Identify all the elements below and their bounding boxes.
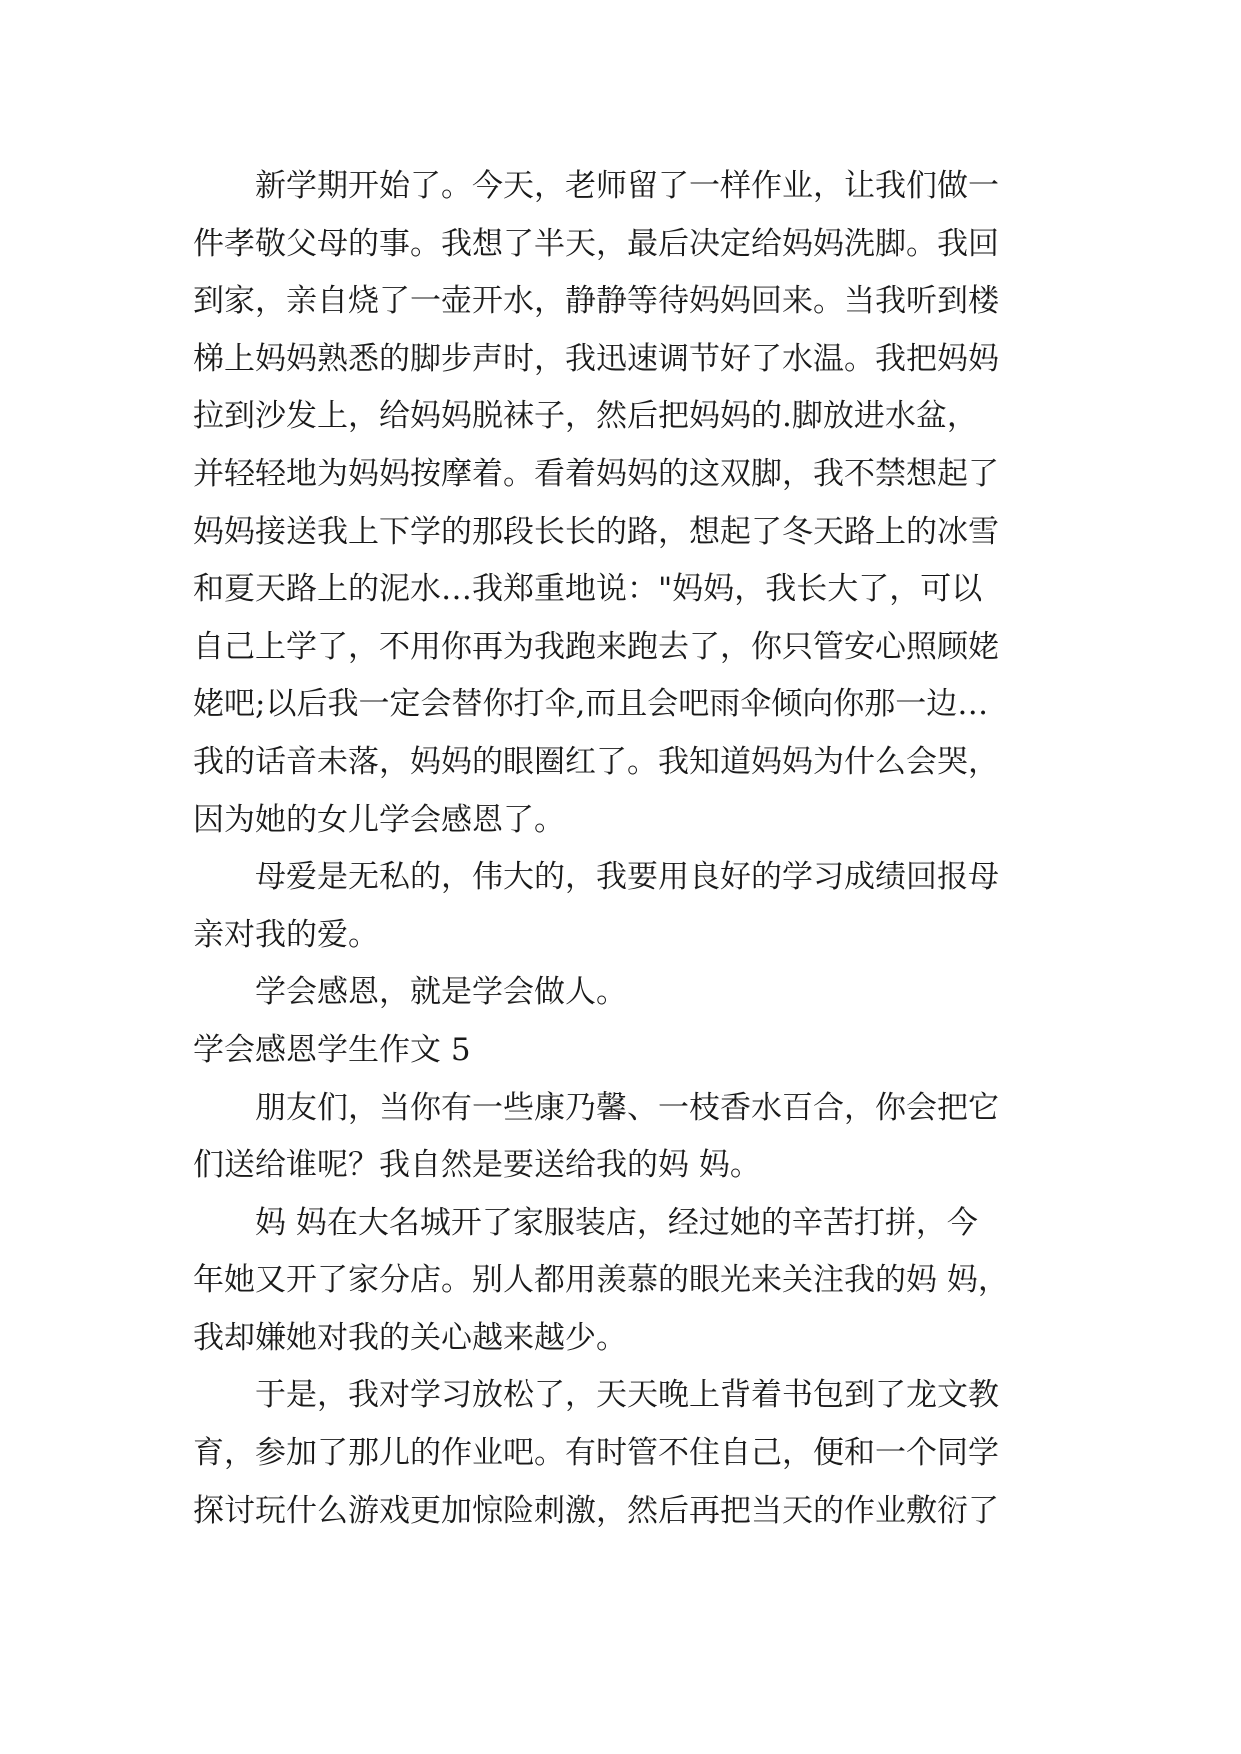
text-line: 因为她的女儿学会感恩了。: [193, 801, 565, 838]
text-line: 年她又开了家分店。别人都用羡慕的眼光来关注我的妈 妈，: [193, 1262, 1009, 1299]
text-line: 自己上学了，不用你再为我跑来跑去了，你只管安心照顾姥: [193, 628, 999, 665]
text-line: 妈妈接送我上下学的那段长长的路，想起了冬天路上的冰雪: [193, 513, 999, 550]
text-line: 件孝敬父母的事。我想了半天，最后决定给妈妈洗脚。我回: [193, 225, 999, 262]
text-line: 育，参加了那儿的作业吧。有时管不住自己，便和一个同学: [193, 1435, 999, 1472]
text-line: 梯上妈妈熟悉的脚步声时，我迅速调节好了水温。我把妈妈: [193, 340, 999, 377]
text-line: 新学期开始了。今天，老师留了一样作业，让我们做一: [255, 168, 999, 204]
text-line: 亲对我的爱。: [193, 916, 379, 953]
essay-body: [193, 158, 1073, 1540]
text-line: 探讨玩什么游戏更加惊险刺激，然后再把当天的作业敷衍了: [193, 1492, 999, 1529]
text-line: 和夏天路上的泥水…我郑重地说："妈妈，我长大了，可以: [193, 571, 983, 608]
text-line: 我却嫌她对我的关心越来越少。: [193, 1319, 627, 1356]
text-line: 朋友们，当你有一些康乃馨、一枝香水百合，你会把它: [255, 1089, 999, 1126]
text-line: 于是，我对学习放松了，天天晚上背着书包到了龙文教: [255, 1377, 999, 1414]
text-line: 拉到沙发上，给妈妈脱袜子，然后把妈妈的.脚放进水盆，: [193, 398, 978, 435]
text-line: 学会感恩，就是学会做人。: [255, 974, 627, 1011]
text-line: 姥吧;以后我一定会替你打伞,而且会吧雨伞倾向你那一边…: [193, 686, 989, 723]
text-line: 母爱是无私的，伟大的，我要用良好的学习成绩回报母: [255, 859, 999, 896]
text-line: 我的话音未落，妈妈的眼圈红了。我知道妈妈为什么会哭，: [193, 743, 999, 780]
text-line: 到家，亲自烧了一壶开水，静静等待妈妈回来。当我听到楼: [193, 283, 999, 320]
text-line: 妈 妈在大名城开了家服装店，经过她的辛苦打拼，今: [255, 1204, 978, 1241]
section-heading: 学会感恩学生作文 5: [193, 1031, 471, 1068]
text-line: 们送给谁呢？我自然是要送给我的妈 妈。: [193, 1147, 761, 1184]
text-line: 并轻轻地为妈妈按摩着。看着妈妈的这双脚，我不禁想起了: [193, 455, 999, 492]
